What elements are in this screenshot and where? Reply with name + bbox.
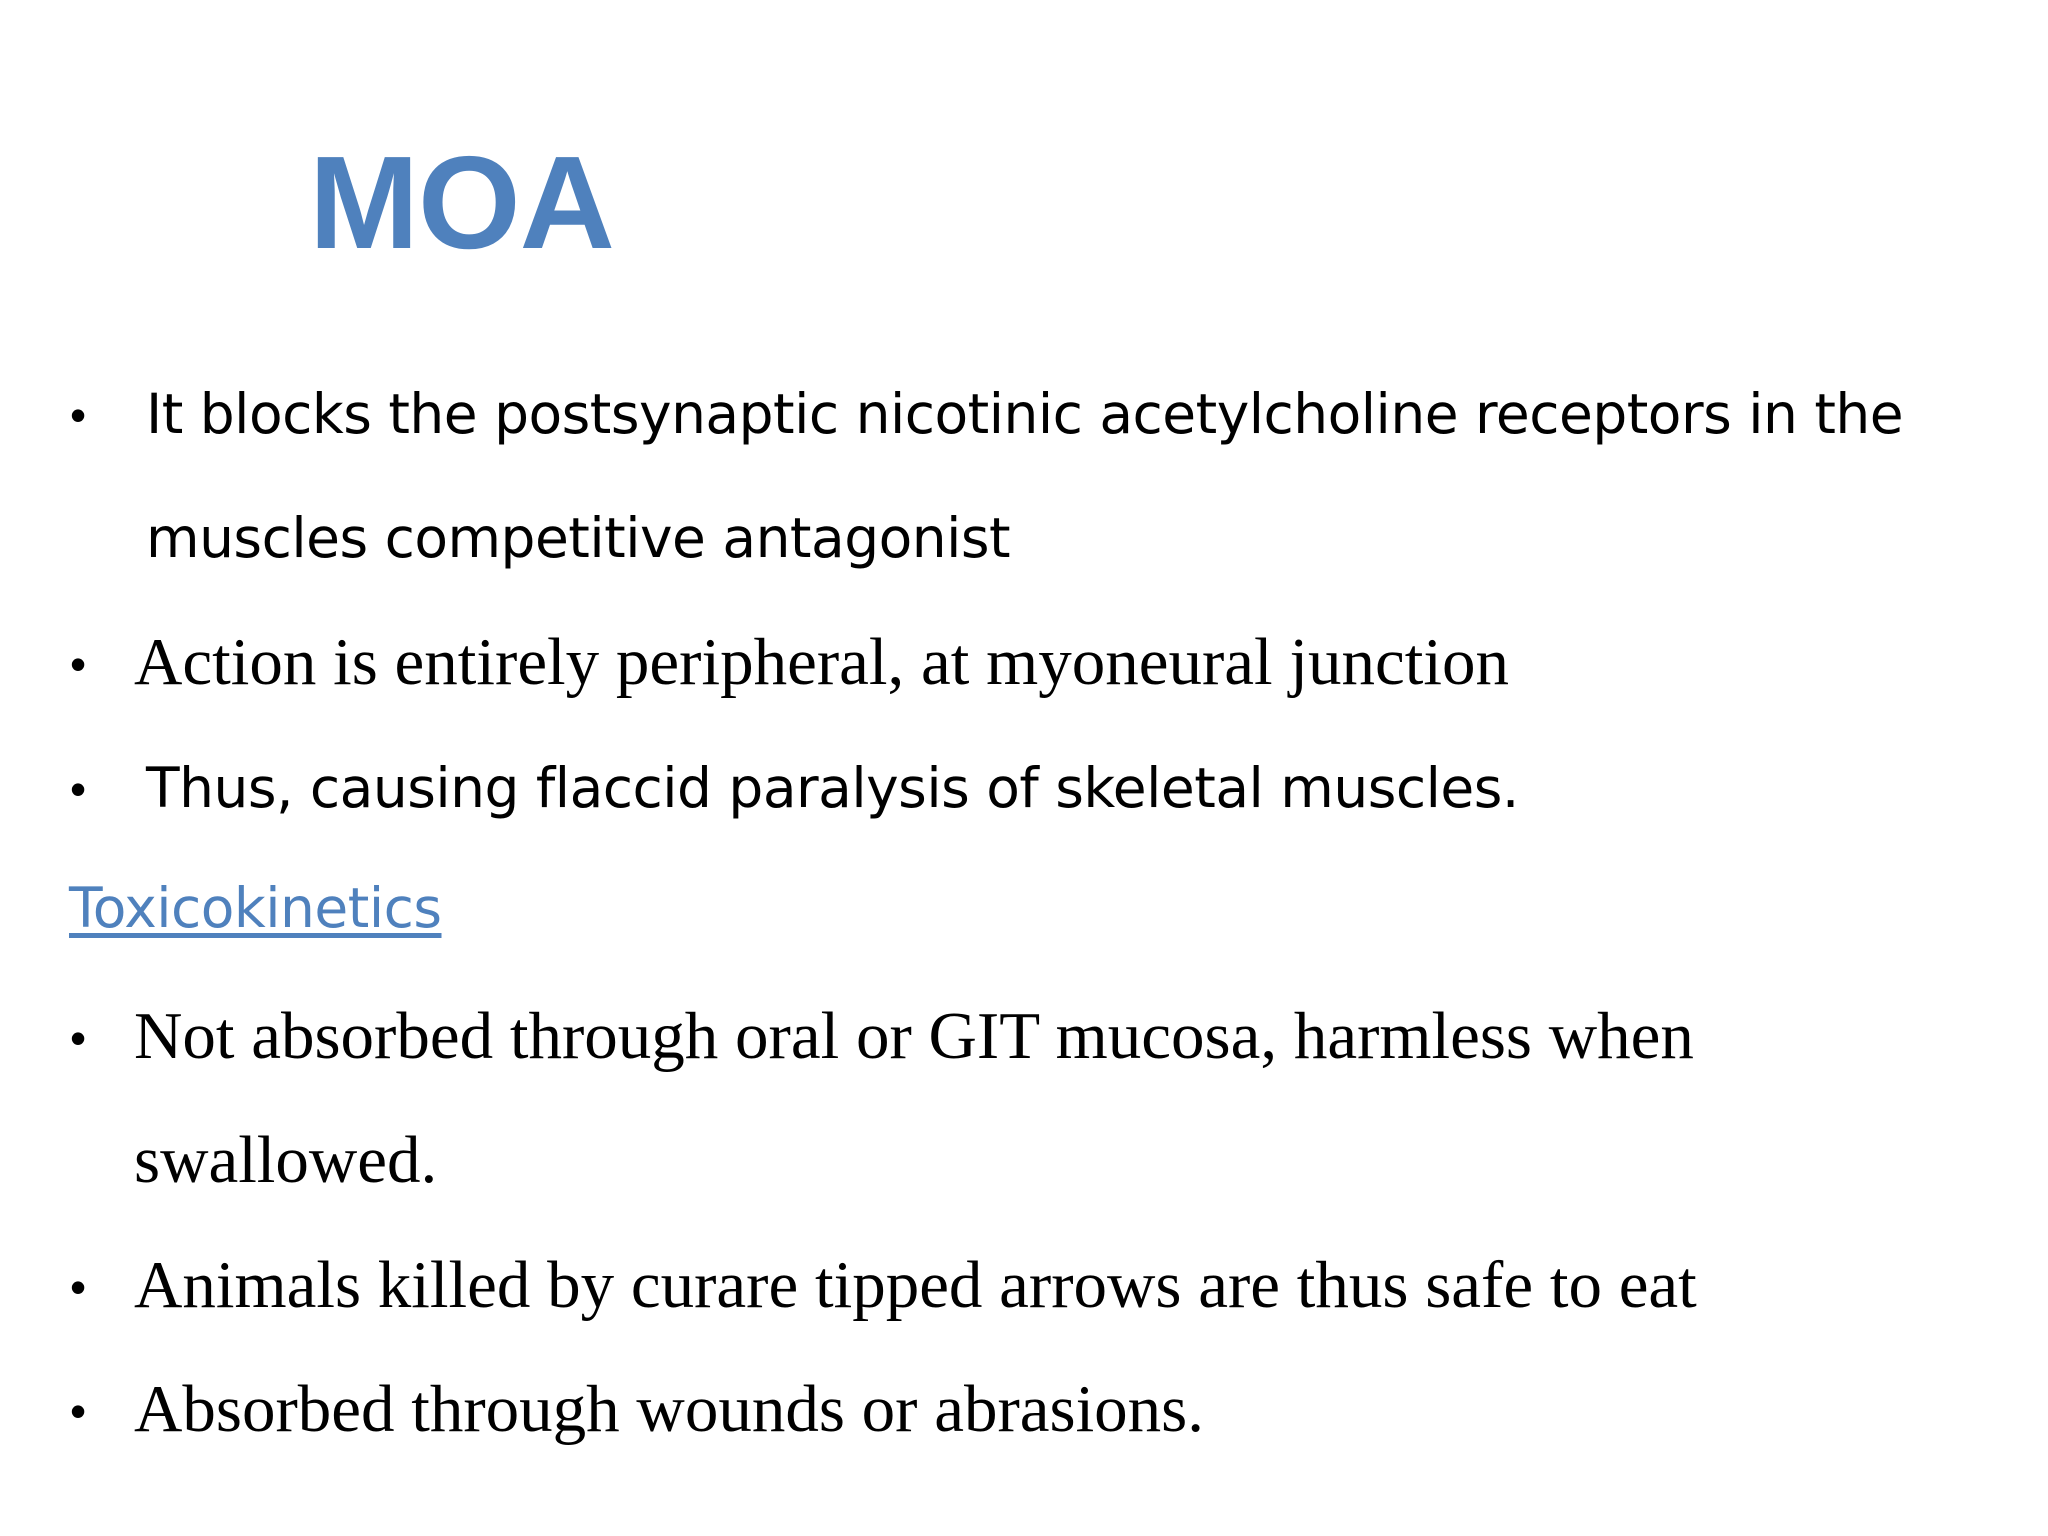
bullet-marker: • xyxy=(70,389,87,441)
bullet-marker: • xyxy=(70,638,87,690)
bullet-marker: • xyxy=(70,1385,87,1437)
bullet-marker: • xyxy=(70,763,87,815)
moa-bullet-1-line-1: It blocks the postsynaptic nicotinic acetylcholine receptors in the xyxy=(146,382,1904,446)
bullet-marker: • xyxy=(70,1012,87,1064)
slide-title: MOA xyxy=(309,129,614,276)
moa-bullet-2-line-1: Action is entirely peripheral, at myoneural junction xyxy=(134,625,1509,699)
toxicokinetics-link[interactable]: Toxicokinetics xyxy=(69,876,442,940)
tox-bullet-1-line-2: swallowed. xyxy=(134,1123,438,1197)
bullet-marker: • xyxy=(70,1261,87,1313)
tox-bullet-1-line-1: Not absorbed through oral or GIT mucosa, harmless when xyxy=(134,999,1694,1073)
moa-bullet-1-line-2: muscles competitive antagonist xyxy=(146,506,1011,570)
moa-bullet-3-line-1: Thus, causing flaccid paralysis of skeletal muscles. xyxy=(146,756,1519,820)
tox-bullet-2-line-1: Animals killed by curare tipped arrows are thus safe to eat xyxy=(134,1248,1697,1322)
tox-bullet-3-line-1: Absorbed through wounds or abrasions. xyxy=(134,1372,1205,1446)
